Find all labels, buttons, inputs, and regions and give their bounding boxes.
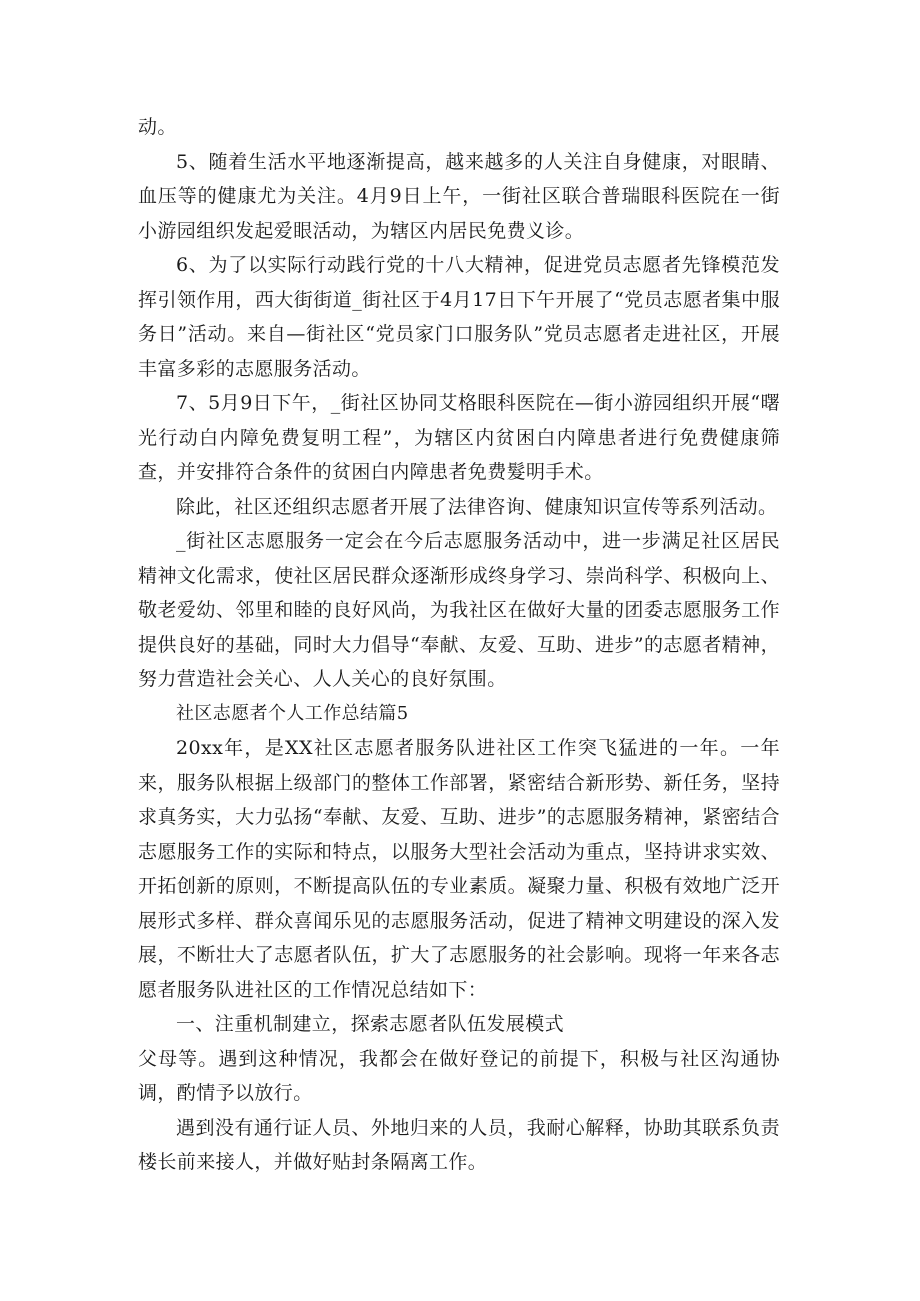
paragraph-continuation: 动。 [138,116,177,138]
paragraph-item-5: 5、随着生活水平地逐渐提高，越来越多的人关注自身健康，对眼睛、血压等的健康尤为关注。4月9日上午，一街社区联合普瑞眼科医院在一街小游园组织发起爱眼活动，为辖区内居民免费义诊。 [138,150,780,242]
paragraph-item-6: 6、为了以实际行动践行党的十八大精神，促进党员志愿者先锋模范发挥引领作用，西大街街道_街社区于4月17日下午开展了“党员志愿者集中服务日”活动。来自—街社区“党员家门口服务队”党员志愿者走进社区，开展丰富多彩的志愿服务活动。 [138,254,780,380]
paragraph-item-7: 7、5月9日下午，_街社区协同艾格眼科医院在—街小游园组织开展“曙光行动白内障免费复明工程”，为辖区内贫困白内障患者进行免费健康筛查，并安排符合条件的贫困白内障患者免费髮明手术。 [138,392,780,483]
paragraph-conclusion: _街社区志愿服务一定会在今后志愿服务活动中，进一步满足社区居民精神文化需求，使社区居民群众逐渐形成终身学习、崇尚科学、积极向上、敬老爱幼、邻里和睦的良好风尚，为我社区在做好大量的团委志愿服务工作提供良好的基础，同时大力倡导“奉献、友爱、互助、进步”的志愿者精神，努力营造社会关心、人人关心的良好氛围。 [138,530,780,690]
document-page [138,110,780,1180]
paragraph-no-pass: 遇到没有通行证人员、外地归来的人员，我耐心解释，协助其联系负责楼长前来接人，并做好贴封条隔离工作。 [138,1116,780,1173]
section-heading: 社区志愿者个人工作总结篇5 [176,702,409,724]
paragraph-parents: 父母等。遇到这种情况，我都会在做好登记的前提下，积极与社区沟通协调，酌情予以放行。 [138,1047,780,1104]
paragraph-other-activities: 除此，社区还组织志愿者开展了法律咨询、健康知识宣传等系列活动。 [176,495,778,518]
paragraph-summary-intro: 20xx年，是XX社区志愿者服务队进社区工作突飞猛进的一年。一年来，服务队根据上级部门的整体工作部署，紧密结合新形势、新任务，坚持求真务实，大力弘扬“奉献、友爱、互助、进步”的志愿服务精神，紧密结合志愿服务工作的实际和特点，以服务大型社会活动为重点，坚持讲求实效、开拓创新的原则，不断提高队伍的专业素质。凝聚力量、积极有效地广泛开展形式多样、群众喜闻乐见的志愿服务活动，促进了精神文明建设的深入发展，不断壮大了志愿者队伍，扩大了志愿服务的社会影响。现将一年来各志愿者服务队进社区的工作情况总结如下： [138,737,780,1001]
subheading-mechanism: 一、注重机制建立，探索志愿者队伍发展模式 [176,1013,565,1035]
